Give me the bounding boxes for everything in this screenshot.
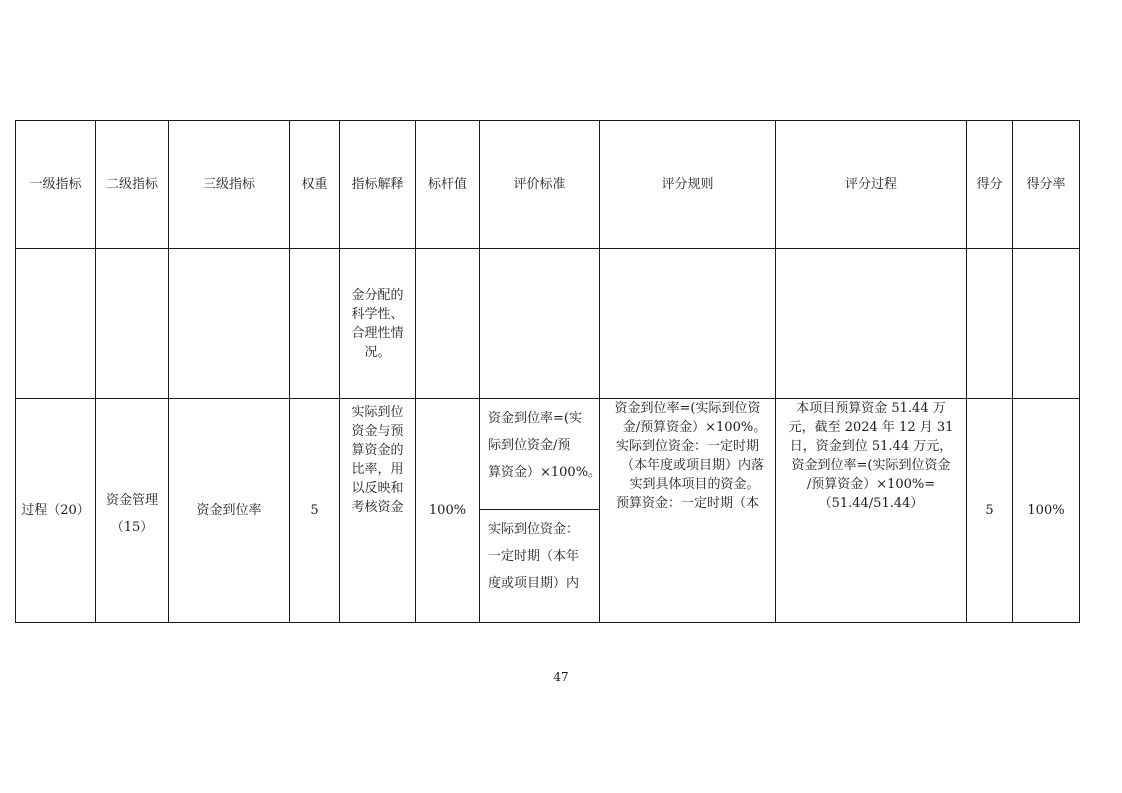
explanation-line: 况。 bbox=[364, 344, 391, 360]
cell-empty bbox=[1013, 249, 1080, 399]
page-number: 47 bbox=[553, 670, 569, 684]
cell-empty bbox=[480, 249, 600, 399]
header-criteria: 评价标准 bbox=[480, 121, 600, 249]
benchmark-cell: 100% bbox=[416, 399, 480, 623]
rule-line: 资金到位率=(实际到位资 bbox=[614, 401, 761, 416]
explanation-line: 算资金的 bbox=[351, 443, 404, 458]
explanation-line: 合理性情 bbox=[351, 325, 404, 341]
table-header-row bbox=[16, 121, 1080, 249]
header-level1: 一级指标 bbox=[16, 121, 96, 249]
level1-cell: 过程（20） bbox=[16, 399, 96, 623]
header-process: 评分过程 bbox=[776, 121, 967, 249]
explanation-continuation-cell bbox=[340, 249, 416, 399]
explanation-cell bbox=[340, 399, 416, 623]
rule-line: （本年度或项目期）内落 bbox=[620, 458, 764, 473]
header-benchmark: 标杆值 bbox=[416, 121, 480, 249]
process-cell bbox=[776, 399, 967, 623]
criteria-line: 实际到位资金： bbox=[488, 522, 580, 537]
rules-cell bbox=[600, 399, 776, 623]
process-line: 本项目预算资金 51.44 万 bbox=[796, 401, 946, 416]
process-line: 资金到位率=(实际到位资金 bbox=[791, 458, 951, 473]
rule-line: 金/预算资金）×100%。 bbox=[622, 420, 767, 435]
cell-empty bbox=[169, 249, 290, 399]
explanation-line: 资金与预 bbox=[351, 424, 404, 439]
criteria-cell bbox=[480, 399, 600, 623]
cell-empty bbox=[776, 249, 967, 399]
level2-score: （15） bbox=[110, 520, 154, 535]
weight-cell: 5 bbox=[290, 399, 340, 623]
explanation-line: 以反映和 bbox=[351, 481, 404, 496]
criteria-line: 算资金）×100%。 bbox=[488, 465, 602, 480]
cell-empty bbox=[16, 249, 96, 399]
explanation-line: 实际到位 bbox=[351, 405, 404, 420]
cell-empty bbox=[967, 249, 1013, 399]
level2-name: 资金管理 bbox=[105, 493, 158, 508]
evaluation-table bbox=[15, 120, 1080, 623]
criteria-line: 度或项目期）内 bbox=[488, 576, 580, 591]
cell-empty bbox=[600, 249, 776, 399]
process-line: （51.44/51.44） bbox=[818, 496, 924, 511]
level3-cell: 资金到位率 bbox=[169, 399, 290, 623]
header-rules: 评分规则 bbox=[600, 121, 776, 249]
cell-empty bbox=[290, 249, 340, 399]
header-score-rate: 得分率 bbox=[1013, 121, 1080, 249]
criteria-top bbox=[480, 399, 602, 510]
level2-cell bbox=[96, 399, 169, 623]
table-row-continuation bbox=[16, 249, 1080, 399]
criteria-bottom bbox=[480, 510, 599, 622]
cell-empty bbox=[96, 249, 169, 399]
header-level2: 二级指标 bbox=[96, 121, 169, 249]
score-rate-cell: 100% bbox=[1013, 399, 1080, 623]
process-line: /预算资金）×100%= bbox=[806, 477, 936, 492]
rule-line: 实到具体项目的资金。 bbox=[629, 477, 760, 492]
process-line: 日，资金到位 51.44 万元， bbox=[789, 439, 953, 454]
criteria-line: 际到位资金/预 bbox=[488, 438, 571, 453]
explanation-line: 金分配的 bbox=[351, 287, 404, 303]
score-cell: 5 bbox=[967, 399, 1013, 623]
rule-line: 实际到位资金：一定时期 bbox=[615, 439, 759, 454]
header-weight: 权重 bbox=[290, 121, 340, 249]
header-explanation: 指标解释 bbox=[340, 121, 416, 249]
header-level3: 三级指标 bbox=[169, 121, 290, 249]
cell-empty bbox=[416, 249, 480, 399]
process-line: 元，截至 2024 年 12 月 31 bbox=[788, 420, 954, 435]
header-score: 得分 bbox=[967, 121, 1013, 249]
criteria-line: 资金到位率=(实 bbox=[488, 411, 582, 426]
criteria-line: 一定时期（本年 bbox=[488, 549, 580, 564]
table-row-fund-arrival bbox=[16, 399, 1080, 623]
explanation-line: 科学性、 bbox=[351, 306, 404, 322]
rule-line: 预算资金：一定时期（本 bbox=[615, 496, 759, 511]
explanation-line: 考核资金 bbox=[351, 500, 404, 515]
explanation-line: 比率，用 bbox=[351, 462, 404, 477]
